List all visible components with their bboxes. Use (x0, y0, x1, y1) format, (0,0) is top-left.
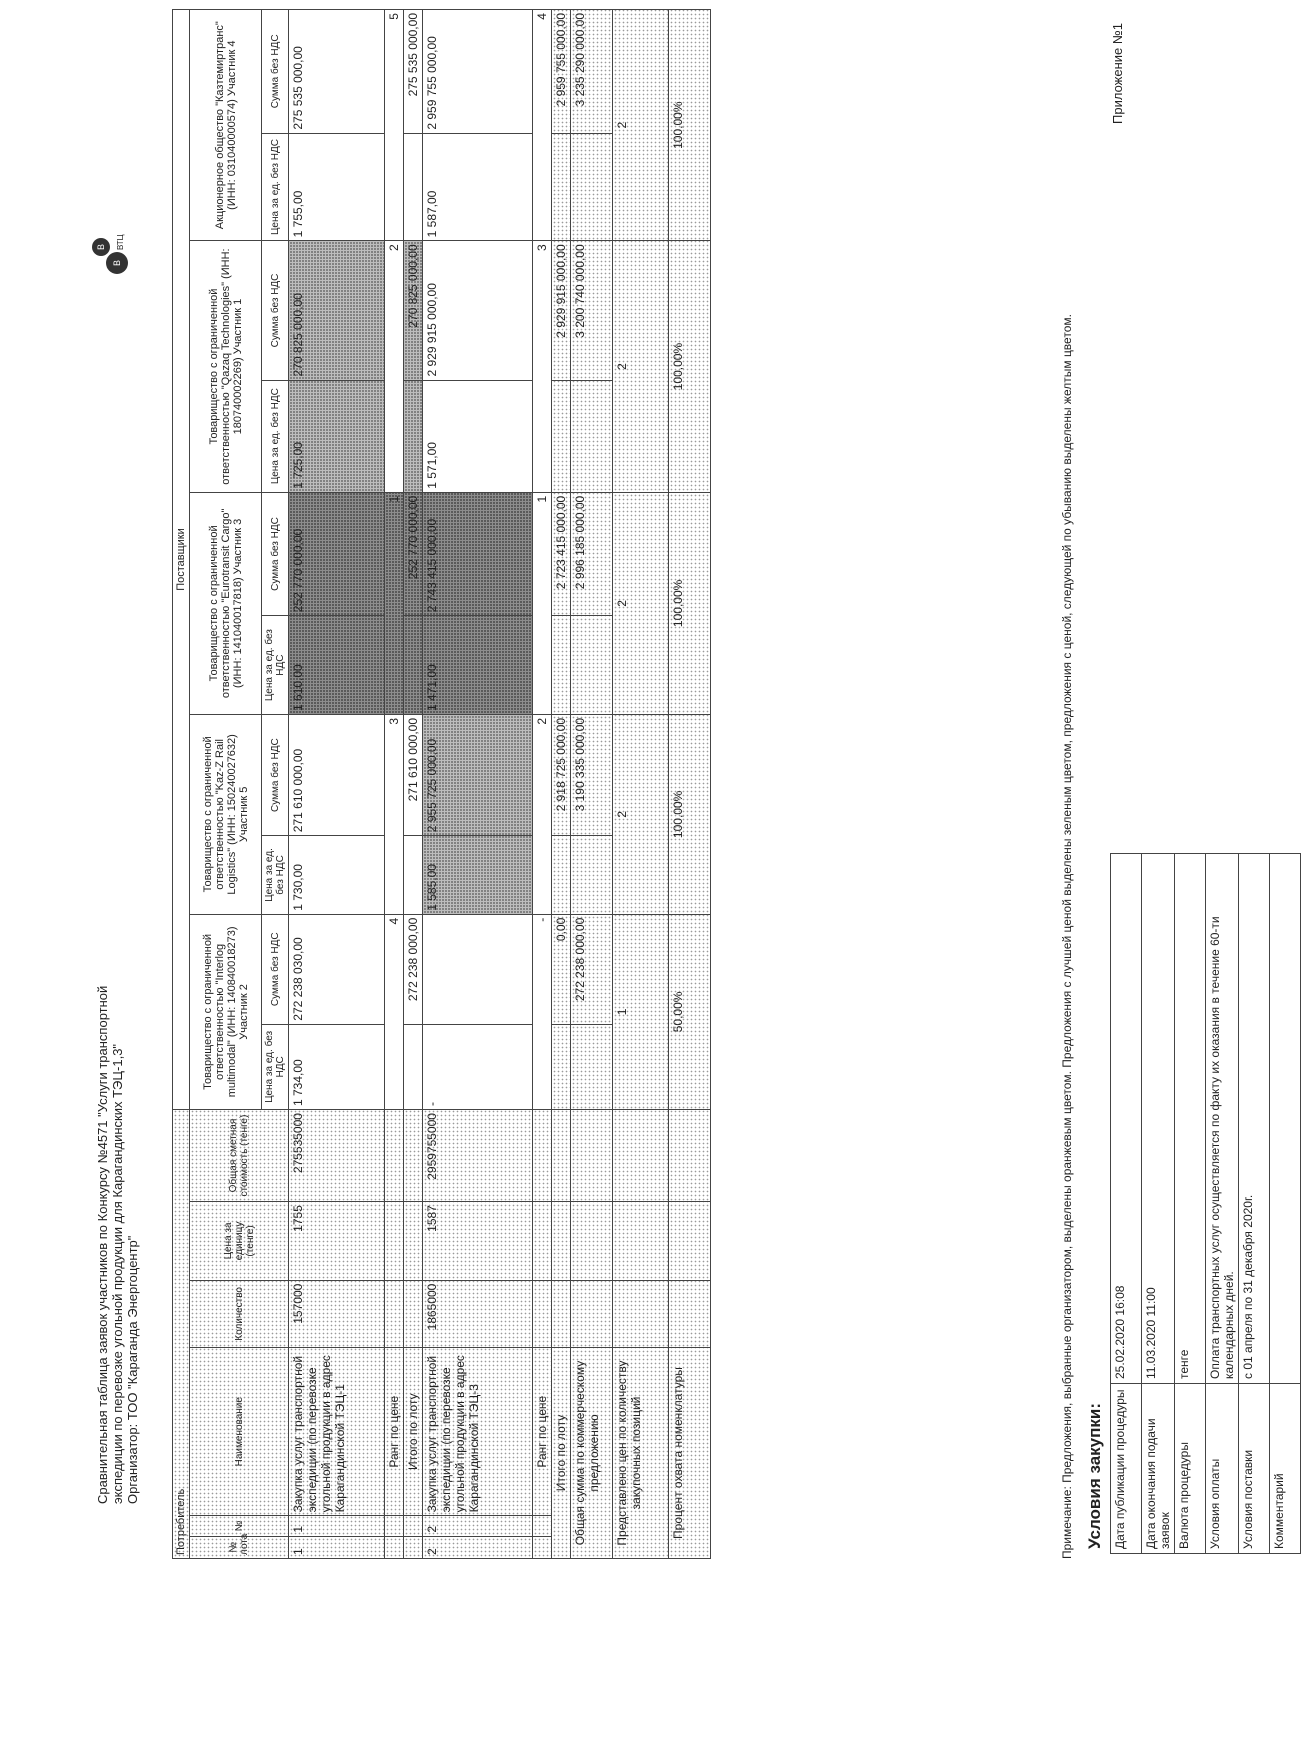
sub-sum: Сумма без НДС (262, 10, 289, 134)
summary-offer: 3 190 335 000,00 (571, 714, 613, 835)
bid-sum: 2 929 915 000,00 (423, 241, 533, 380)
bid-sum: 271 610 000,00 (289, 714, 385, 835)
item-name: Закупка услуг транспортной экспедиции (по перевозке угольной продукции в адрес Карагандинской ТЭЦ-1 (289, 1348, 385, 1516)
conditions-row (1142, 854, 1175, 1554)
col-name: Наименование (190, 1348, 289, 1516)
rank-label: Ранг по цене (533, 1348, 552, 1516)
conditions-row (1175, 854, 1206, 1554)
lot-total: 272 238 000,00 (404, 914, 423, 1024)
bid-price: 1 587,00 (423, 133, 533, 241)
rank-value: 4 (533, 10, 552, 241)
col-no: № (190, 1516, 289, 1536)
summary-total-label: Итого по лоту (552, 1348, 571, 1559)
table-row (404, 10, 423, 1559)
item-total-cost: 275535000 (289, 1110, 385, 1202)
participant-header: Товарищество с ограниченной ответственностью "Qazaq Technologies" (ИНН: 180740002269) Участник 1 (190, 241, 262, 492)
condition-label: Дата окончания подачи заявок (1142, 1384, 1175, 1554)
summary-percent: 100,00% (669, 241, 711, 492)
bid-price: 1 725,00 (289, 380, 385, 492)
rank-value: 3 (533, 241, 552, 492)
bid-sum: 2 959 755 000,00 (423, 10, 533, 134)
lot-total: 275 535 000,00 (404, 10, 423, 134)
bid-sum: 252 770 000,00 (289, 492, 385, 615)
sub-price: Цена за ед. без НДС (262, 616, 289, 715)
summary-count: 2 (613, 492, 669, 714)
bid-price: - (423, 1024, 533, 1109)
summary-count: 2 (613, 10, 669, 241)
summary-percent: 100,00% (669, 492, 711, 714)
rank-value: 1 (533, 492, 552, 714)
col-qty: Количество (190, 1280, 289, 1347)
rank-value: 5 (385, 10, 404, 241)
bid-price: 1 755,00 (289, 133, 385, 241)
logo-caption: ВТЦ (116, 234, 125, 250)
sub-price: Цена за ед. без НДС (262, 1024, 289, 1109)
header-line-2: экспедиции по перевозке угольной продукции для Карагандинских ТЭЦ-1,3" (110, 1043, 125, 1504)
participant-header: Акционерное общество "Казтемиртранс" (ИНН: 031040000574) Участник 4 (190, 10, 262, 241)
condition-value: 11.03.2020 11:00 (1142, 854, 1175, 1384)
sub-sum: Сумма без НДС (262, 492, 289, 615)
summary-percent-label: Процент охвата номенклатуры (669, 1348, 711, 1559)
condition-label: Условия поставки (1239, 1384, 1270, 1554)
summary-total: 2 723 415 000,00 (552, 492, 571, 615)
document-header (95, 604, 140, 1504)
summary-offer: 3 200 740 000,00 (571, 241, 613, 380)
participant-header: Товарищество с ограниченной ответственностью "Interlog multimodal" (ИНН: 140840018273) Участник 2 (190, 914, 262, 1109)
header-line-1: Сравнительная таблица заявок участников по Конкурсу №4571 "Услуги транспортной (95, 985, 110, 1504)
summary-offer: 272 238 000,00 (571, 914, 613, 1024)
sub-price: Цена за ед. без НДС (262, 380, 289, 492)
condition-value: Оплата транспортных услуг осуществляется по факту их оказания в течение 60-ти календарных дней. (1206, 854, 1239, 1384)
rank-value: 1 (385, 492, 404, 714)
summary-row (552, 10, 571, 1559)
summary-row (669, 10, 711, 1559)
bid-sum: 275 535 000,00 (289, 10, 385, 134)
sub-sum: Сумма без НДС (262, 914, 289, 1024)
conditions-title: Условия закупки: (1085, 1403, 1104, 1549)
condition-value: с 01 апреля по 31 декабря 2020г. (1239, 854, 1270, 1384)
lot-total: 271 610 000,00 (404, 714, 423, 835)
summary-percent: 100,00% (669, 714, 711, 914)
participant-header: Товарищество с ограниченной ответственностью "Kaz-Z Rail Logistics" (ИНН: 150240027632) Участник 5 (190, 714, 262, 914)
summary-row (613, 10, 669, 1559)
summary-count: 2 (613, 241, 669, 492)
rank-value: 3 (385, 714, 404, 914)
row-number: 2 (423, 1516, 533, 1536)
summary-count: 2 (613, 714, 669, 914)
table-row (385, 10, 404, 1559)
table-row (423, 10, 533, 1559)
lot-number: 1 (289, 1536, 385, 1558)
condition-value: тенге (1175, 854, 1206, 1384)
lot-total: 270 825 000,00 (404, 241, 423, 380)
bid-price: 1 730,00 (289, 836, 385, 915)
conditions-row (1239, 854, 1270, 1554)
item-total-cost: 2959755000 (423, 1110, 533, 1202)
condition-label: Дата публикации процедуры (1111, 1384, 1142, 1554)
lot-total-label: Итого по лоту (404, 1348, 423, 1516)
sub-price: Цена за ед. без НДС (262, 836, 289, 915)
summary-percent: 100,00% (669, 10, 711, 241)
conditions-row (1270, 854, 1301, 1554)
lot-total: 252 770 000,00 (404, 492, 423, 615)
sub-price: Цена за ед. без НДС (262, 133, 289, 241)
table-note: Примечание: Предложения, выбранные организатором, выделены оранжевым цветом. Предложения с лучшей ценой выделены зеленым цветом, предложения с ценой, следующей по убыванию выделены желтым цветом. (1060, 314, 1074, 1559)
header-line-3: Организатор: ТОО "Караганда Энергоцентр" (125, 1235, 140, 1504)
summary-total: 0,00 (552, 914, 571, 1024)
item-unit-price: 1587 (423, 1202, 533, 1281)
item-name: Закупка услуг транспортной экспедиции (по перевозке угольной продукции в адрес Карагандинской ТЭЦ-3 (423, 1348, 533, 1516)
col-total-cost: Общая сметная стоимость (тенге) (190, 1110, 289, 1202)
sub-sum: Сумма без НДС (262, 714, 289, 835)
col-lot-no: № лота (190, 1536, 289, 1558)
summary-row (571, 10, 613, 1559)
condition-label: Валюта процедуры (1175, 1384, 1206, 1554)
bid-price: 1 610,00 (289, 616, 385, 715)
bid-sum: 2 955 725 000,00 (423, 714, 533, 835)
comparison-table (172, 9, 711, 1559)
item-qty: 157000 (289, 1280, 385, 1347)
summary-count-label: Представлено цен по количеству закупочных позиций (613, 1348, 669, 1559)
participant-header: Товарищество с ограниченной ответственностью "Eurotransit Cargo" (ИНН: 141040017818) Участник 3 (190, 492, 262, 714)
condition-label: Условия оплаты (1206, 1384, 1239, 1554)
row-number: 1 (289, 1516, 385, 1536)
rank-value: 2 (533, 714, 552, 914)
rank-label: Ранг по цене (385, 1348, 404, 1516)
table-row (533, 10, 552, 1559)
summary-offer-label: Общая сумма по коммерческому предложению (571, 1348, 613, 1559)
condition-value: 25.02.2020 16:08 (1111, 854, 1142, 1384)
bid-sum: 270 825 000,00 (289, 241, 385, 380)
condition-label: Комментарий (1270, 1384, 1301, 1554)
logo-circle-2: В (106, 252, 128, 274)
sub-sum: Сумма без НДС (262, 241, 289, 380)
logo-circle-1: В (92, 238, 110, 256)
rank-value: - (533, 914, 552, 1109)
col-unit-price: Цена за единицу (тенге) (190, 1202, 289, 1281)
conditions-row (1206, 854, 1239, 1554)
condition-value (1270, 854, 1301, 1384)
table-row (289, 10, 385, 1559)
summary-count: 1 (613, 914, 669, 1109)
summary-total: 2 918 725 000,00 (552, 714, 571, 835)
bid-price: 1 471,00 (423, 616, 533, 715)
lot-number: 2 (423, 1536, 533, 1558)
company-logo (92, 214, 142, 274)
bid-price: 1 585,00 (423, 836, 533, 915)
bid-price: 1 571,00 (423, 380, 533, 492)
summary-total: 2 959 755 000,00 (552, 10, 571, 134)
item-qty: 1865000 (423, 1280, 533, 1347)
summary-total: 2 929 915 000,00 (552, 241, 571, 380)
conditions-row (1111, 854, 1142, 1554)
summary-offer: 3 235 290 000,00 (571, 10, 613, 134)
summary-percent: 50,00% (669, 914, 711, 1109)
bid-sum: 272 238 030,00 (289, 914, 385, 1024)
appendix-label: Приложение №1 (1110, 22, 1125, 124)
item-unit-price: 1755 (289, 1202, 385, 1281)
rank-value: 2 (385, 241, 404, 492)
suppliers-header: Поставщики (173, 10, 190, 1110)
summary-offer: 2 996 185 000,00 (571, 492, 613, 615)
consumer-header: Потребитель (173, 1110, 190, 1559)
bid-sum (423, 914, 533, 1024)
bid-price: 1 734,00 (289, 1024, 385, 1109)
rank-value: 4 (385, 914, 404, 1109)
conditions-table (1110, 853, 1301, 1554)
bid-sum: 2 743 415 000,00 (423, 492, 533, 615)
